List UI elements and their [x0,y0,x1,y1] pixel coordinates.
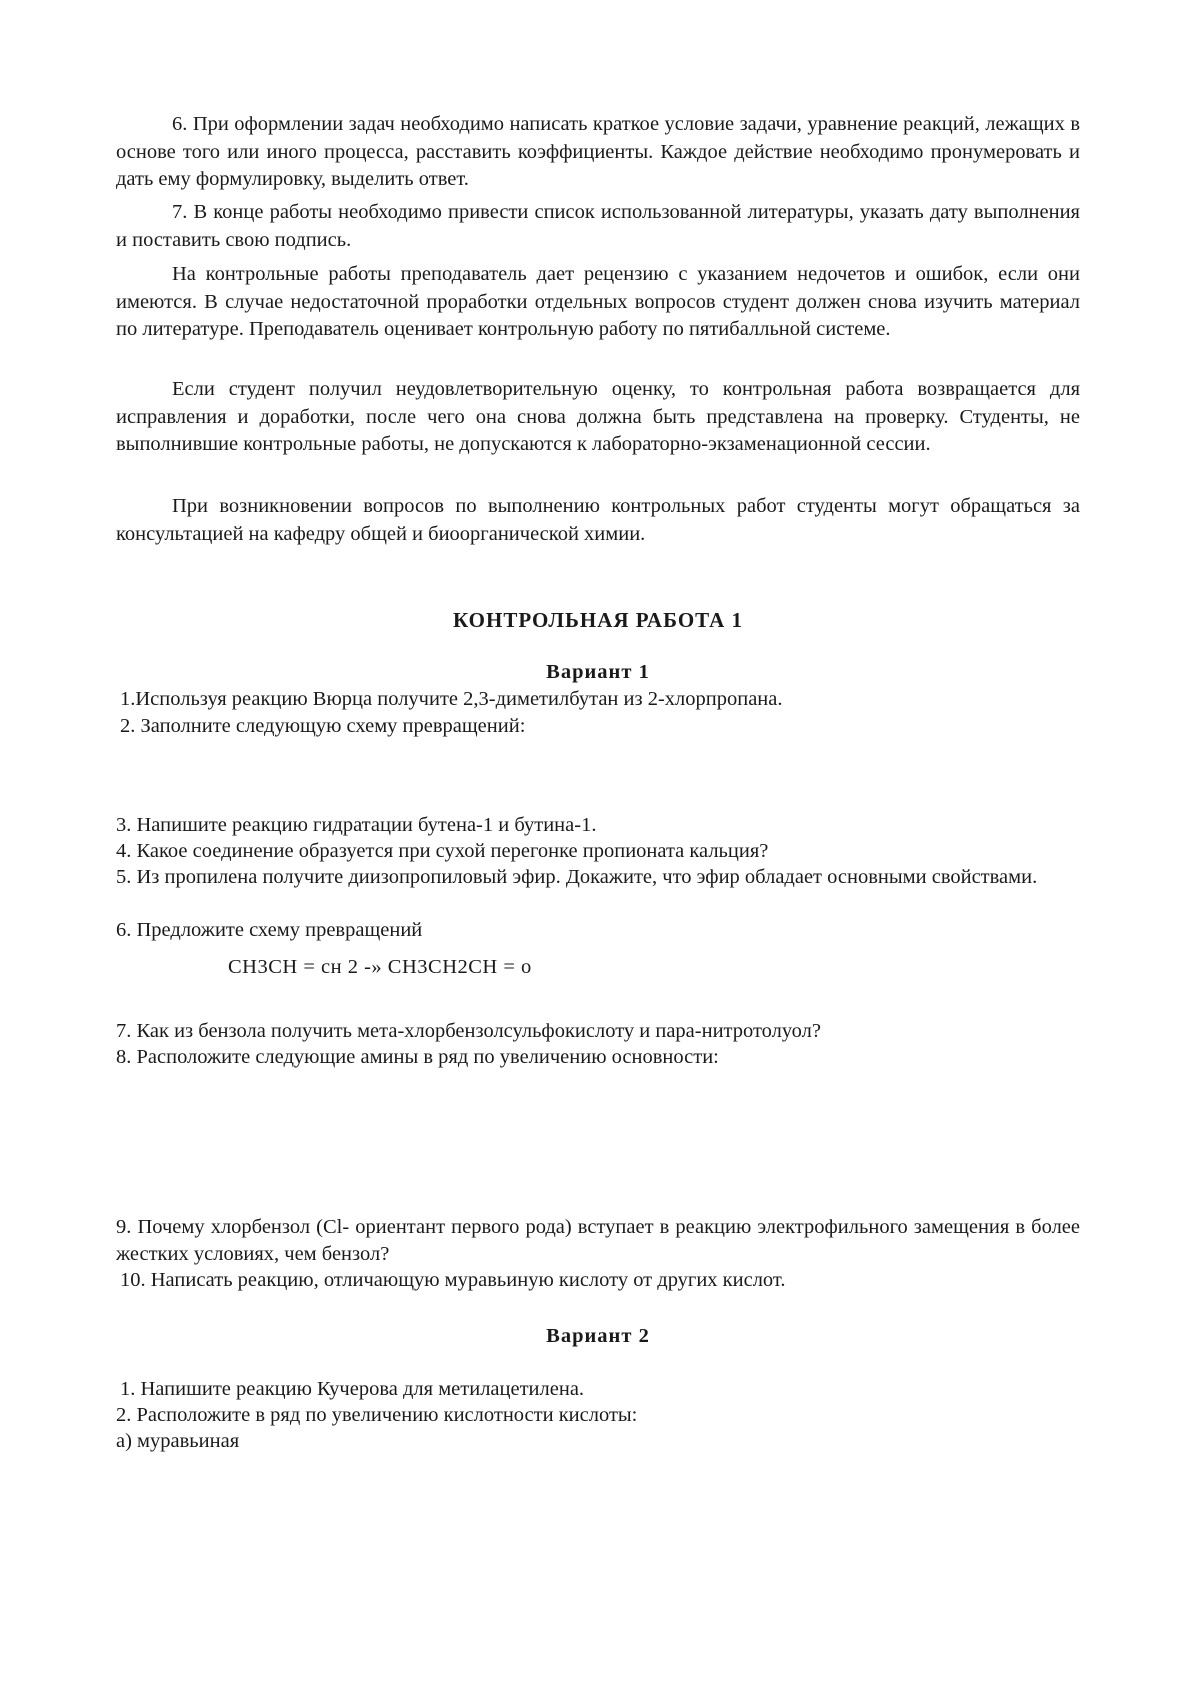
v1-question-2: 2. Заполните следующую схему превращений: [120,715,526,737]
variant-1-title: Вариант 1 [546,661,650,683]
paragraph-6: 6. При оформлении задач необходимо написать краткое условие задачи, уравнение реакций, лежащих в основе того или иного процесса, расставить коэффициенты. Каждое действие необходимо пронумеровать и дать ему формулировку, выделить ответ. [116,113,1080,190]
v1-question-4: 4. Какое соединение образуется при сухой перегонке пропионата кальция? [116,840,769,862]
variant-2-title: Вариант 2 [546,1325,650,1347]
section-title: КОНТРОЛЬНАЯ РАБОТА 1 [452,608,744,632]
paragraph-consultation: При возникновении вопросов по выполнению контрольных работ студенты могут обращаться за консультацией на кафедру общей и биоорганической химии. [116,495,1080,545]
v1-question-9: 9. Почему хлорбензол (Cl- ориентант первого рода) вступает в реакцию электрофильного замещения в более жестких условиях, чем бензол? [116,1216,1080,1265]
v1-question-7: 7. Как из бензола получить мета-хлорбензолсульфокислоту и пара-нитротолуол? [116,1020,821,1042]
v1-question-6: 6. Предложите схему превращений [116,919,423,941]
v1-question-1: 1.Используя реакцию Вюрца получите 2,3-диметилбутан из 2-хлорпропана. [120,688,783,710]
transformation-formula: CH3CH = сн 2 -» CH3CH2CH = о [228,956,532,978]
paragraph-7: 7. В конце работы необходимо привести список использованной литературы, указать дату выполнения и поставить свою подпись. [116,201,1080,251]
paragraph-review: На контрольные работы преподаватель дает рецензию с указанием недочетов и ошибок, если они имеются. В случае недостаточной проработки отдельных вопросов студент должен снова изучить материал по литературе. Преподаватель оценивает контрольную работу по пятибалльной системе. [116,263,1080,340]
v2-question-2: 2. Расположите в ряд по увеличению кислотности кислоты: [116,1404,638,1426]
paragraph-unsatisfactory: Если студент получил неудовлетворительную оценку, то контрольная работа возвращается для исправления и доработки, после чего она снова должна быть представлена на проверку. Студенты, не выполнившие контрольные работы, не допускаются к лабораторно-экзаменационной сессии. [116,378,1080,455]
v1-question-5: 5. Из пропилена получите диизопропиловый эфир. Докажите, что эфир обладает основными свойствами. [116,866,1038,888]
v1-question-10: 10. Написать реакцию, отличающую муравьиную кислоту от других кислот. [120,1269,786,1291]
v1-question-8: 8. Расположите следующие амины в ряд по увеличению основности: [116,1046,719,1068]
v1-question-3: 3. Напишите реакцию гидратации бутена-1 и бутина-1. [116,814,597,836]
v2-question-1: 1. Напишите реакцию Кучерова для метилацетилена. [120,1378,585,1400]
v2-option-a: а) муравьиная [116,1430,240,1452]
